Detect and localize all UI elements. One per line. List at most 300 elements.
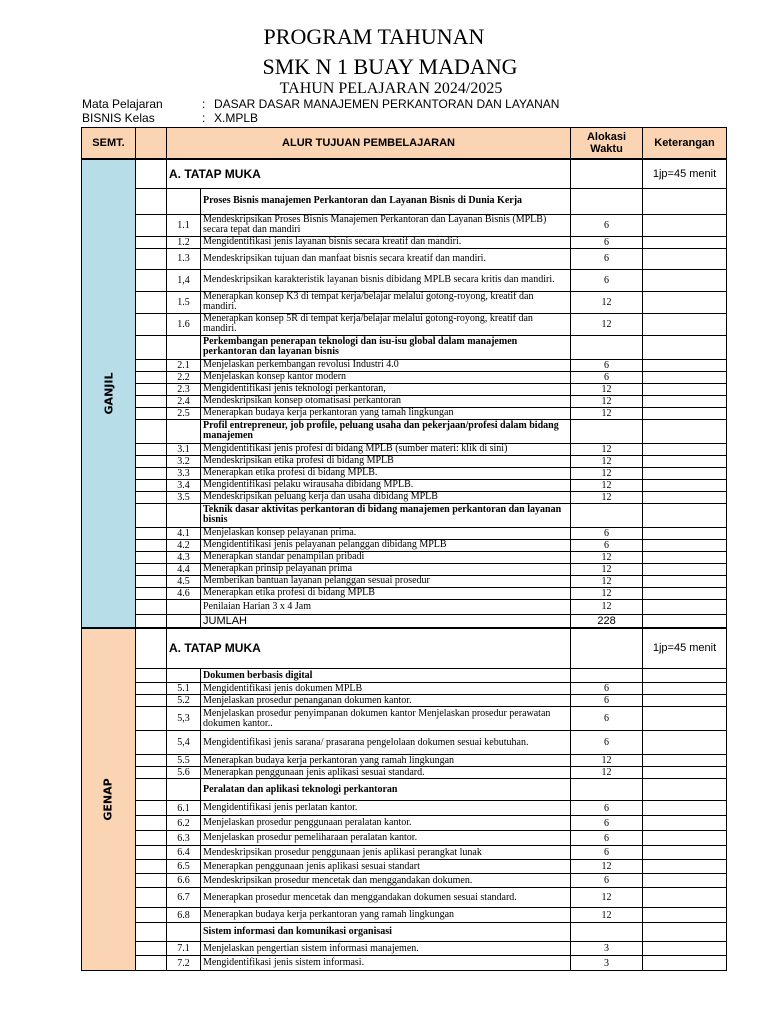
number-cell	[167, 188, 201, 214]
table-row	[82, 831, 727, 846]
academic-year: TAHUN PELAJARAN 2024/2025	[279, 80, 503, 97]
blank-cell	[136, 860, 167, 874]
description-cell: Mendeskripsikan tujuan dan manfaat bisnis secara kreatif dan mandiri.	[201, 248, 571, 269]
note-cell	[643, 683, 727, 695]
blank-cell	[136, 291, 167, 313]
blank-cell	[136, 248, 167, 269]
description-cell: Menjelaskan pengertian sistem informasi manajemen.	[201, 942, 571, 956]
time-cell: 6	[571, 683, 643, 695]
time-cell: 12	[571, 491, 643, 503]
table-row	[82, 313, 727, 335]
blank-cell	[136, 923, 167, 942]
description-cell: Mengidentifikasi jenis perlatan kantor.	[201, 801, 571, 816]
table-row	[82, 467, 727, 479]
note-cell	[643, 874, 727, 888]
table-row	[82, 269, 727, 291]
ganjil-section	[82, 159, 727, 628]
description-cell: Mengidentifikasi jenis pelayanan pelanggan dibidang MPLB	[201, 539, 571, 551]
table-row	[82, 956, 727, 971]
time-cell: 12	[571, 383, 643, 395]
number-cell: 6.4	[167, 846, 201, 860]
table-row	[82, 551, 727, 563]
total-value: 228	[571, 614, 643, 628]
blank-cell	[136, 846, 167, 860]
table-row	[82, 860, 727, 874]
number-cell: 5,4	[167, 731, 201, 755]
program-table	[81, 127, 727, 971]
number-cell: 6.3	[167, 831, 201, 846]
time-cell: 12	[571, 908, 643, 923]
time-cell	[571, 669, 643, 683]
semester-label-genap: GENAP	[101, 778, 115, 821]
number-cell: 1.6	[167, 313, 201, 335]
note-cell	[643, 527, 727, 539]
time-cell: 12	[571, 767, 643, 779]
time-cell	[571, 503, 643, 527]
number-cell: 3.1	[167, 443, 201, 455]
number-cell: 2.3	[167, 383, 201, 395]
description-cell: Mendeskripsikan karakteristik layanan bisnis dibidang MPLB secara kritis dan mandiri.	[201, 269, 571, 291]
time-cell: 12	[571, 455, 643, 467]
description-cell: Mengidentifikasi jenis sistem informasi.	[201, 956, 571, 971]
table-row	[82, 527, 727, 539]
number-cell: 3.5	[167, 491, 201, 503]
subject-value: DASAR DASAR MANAJEMEN PERKANTORAN DAN LAYANAN	[214, 97, 560, 111]
blank-cell	[136, 888, 167, 908]
table-row	[82, 563, 727, 575]
table-row	[82, 383, 727, 395]
number-cell: 6.6	[167, 874, 201, 888]
blank-cell	[136, 407, 167, 419]
number-cell: 2.1	[167, 359, 201, 371]
blank-cell	[136, 683, 167, 695]
note-cell	[643, 269, 727, 291]
table-row	[82, 214, 727, 236]
col-blank	[136, 128, 167, 160]
subheading-row	[82, 779, 727, 801]
note-cell	[643, 383, 727, 395]
subheading-text: Peralatan dan aplikasi teknologi perkantoran	[201, 779, 571, 801]
description-cell: Menerapkan etika profesi di bidang MPLB	[201, 587, 571, 599]
number-cell	[167, 335, 201, 359]
description-cell: Menerapkan budaya kerja perkantoran yang ramah lingkungan	[201, 908, 571, 923]
subheading-row	[82, 923, 727, 942]
subheading-row	[82, 419, 727, 443]
note-cell	[643, 214, 727, 236]
description-cell: Menerapkan budaya kerja perkantoran yang tamah lingkungan	[201, 407, 571, 419]
time-cell: 6	[571, 731, 643, 755]
blank-cell	[136, 599, 167, 614]
description-cell: Mendeskripsikan prosedur mencetak dan menggandakan dokumen.	[201, 874, 571, 888]
description-cell: Menjelaskan prosedur penyimpanan dokumen kantor Menjelaskan prosedur perawatan dokumen kantor..	[201, 707, 571, 731]
number-cell: 4.3	[167, 551, 201, 563]
blank-cell	[136, 159, 167, 188]
table-row	[82, 248, 727, 269]
description-cell: Mengidentifikasi jenis layanan bisnis secara kreatif dan mandiri.	[201, 236, 571, 248]
table-row	[82, 731, 727, 755]
table-row	[82, 359, 727, 371]
time-cell: 6	[571, 527, 643, 539]
time-cell: 6	[571, 846, 643, 860]
table-row	[82, 491, 727, 503]
doc-title: PROGRAM TAHUNAN	[263, 24, 485, 49]
blank-cell	[136, 503, 167, 527]
time-cell: 12	[571, 587, 643, 599]
table-row	[82, 587, 727, 599]
note-cell	[643, 767, 727, 779]
description-cell: Menerapkan prosedur mencetak dan menggandakan dokumen sesuai standard.	[201, 888, 571, 908]
blank-cell	[136, 575, 167, 587]
subheading-text: Perkembangan penerapan teknologi dan isu-isu global dalam manajemen perkantoran dan layanan bisnis	[201, 335, 571, 359]
time-cell: 6	[571, 695, 643, 707]
blank-cell	[136, 628, 167, 669]
number-cell: 1.1	[167, 214, 201, 236]
time-cell: 6	[571, 801, 643, 816]
table-row	[82, 407, 727, 419]
total-row	[82, 614, 727, 628]
number-cell	[167, 503, 201, 527]
description-cell: Menerapkan penggunaan jenis aplikasi sesuai standart	[201, 860, 571, 874]
time-cell	[571, 188, 643, 214]
table-row	[82, 942, 727, 956]
note-cell	[643, 888, 727, 908]
blank-cell	[136, 269, 167, 291]
table-row	[82, 695, 727, 707]
subheading-text: Teknik dasar aktivitas perkantoran di bidang manajemen perkantoran dan layanan bisnis	[201, 503, 571, 527]
note-cell	[643, 407, 727, 419]
subject-line	[82, 97, 559, 111]
blank-cell	[136, 313, 167, 335]
blank-cell	[136, 539, 167, 551]
number-cell: 3.3	[167, 467, 201, 479]
blank-cell	[136, 527, 167, 539]
note-cell	[643, 291, 727, 313]
blank-cell	[136, 491, 167, 503]
number-cell: 5.6	[167, 767, 201, 779]
description-cell: Mendeskripsikan konsep otomatisasi perkantoran	[201, 395, 571, 407]
blank-cell	[136, 395, 167, 407]
number-cell	[167, 419, 201, 443]
note-cell	[643, 599, 727, 614]
number-cell: 6.7	[167, 888, 201, 908]
blank-cell	[136, 563, 167, 575]
note-cell	[643, 248, 727, 269]
blank-cell	[136, 874, 167, 888]
table-row	[82, 575, 727, 587]
school-name: SMK N 1 BUAY MADANG	[262, 54, 518, 79]
blank-cell	[136, 551, 167, 563]
time-cell: 6	[571, 874, 643, 888]
number-cell	[167, 669, 201, 683]
number-cell	[167, 614, 201, 628]
subheading-text: Proses Bisnis manajemen Perkantoran dan Layanan Bisnis di Dunia Kerja	[201, 188, 571, 214]
note-cell	[643, 539, 727, 551]
blank-cell	[136, 695, 167, 707]
semester-label-ganjil: GANJIL	[101, 372, 115, 415]
number-cell: 4.2	[167, 539, 201, 551]
table-row	[82, 455, 727, 467]
number-cell: 4.5	[167, 575, 201, 587]
note-cell	[643, 443, 727, 455]
number-cell: 1.5	[167, 291, 201, 313]
table-row	[82, 888, 727, 908]
note-cell	[643, 503, 727, 527]
number-cell: 6.1	[167, 801, 201, 816]
subheading-row	[82, 335, 727, 359]
table-row	[82, 479, 727, 491]
blank-cell	[136, 214, 167, 236]
note-cell	[643, 359, 727, 371]
col-semester: SEMT.	[82, 128, 136, 160]
blank-cell	[136, 236, 167, 248]
note-cell	[643, 923, 727, 942]
time-cell: 12	[571, 395, 643, 407]
blank-cell	[136, 956, 167, 971]
time-cell: 12	[571, 755, 643, 767]
description-cell: Mendeskripsikan etika profesi di bidang MPLB	[201, 455, 571, 467]
table-row	[82, 874, 727, 888]
time-note: 1jp=45 menit	[643, 628, 727, 669]
description-cell: Mendeskripsikan prosedur penggunaan jenis aplikasi perangkat lunak	[201, 846, 571, 860]
description-cell: Menerapkan prinsip pelayanan prima	[201, 563, 571, 575]
note-cell	[643, 755, 727, 767]
number-cell: 4.6	[167, 587, 201, 599]
blank-cell	[136, 801, 167, 816]
description-cell: Mengidentifikasi jenis teknologi perkantoran,	[201, 383, 571, 395]
class-value: X.MPLB	[214, 111, 259, 125]
time-cell	[571, 779, 643, 801]
number-cell: 2.4	[167, 395, 201, 407]
time-cell: 6	[571, 248, 643, 269]
number-cell: 4.4	[167, 563, 201, 575]
col-notes: Keterangan	[643, 128, 727, 160]
description-cell: Menerapkan standar penampilan pribadi	[201, 551, 571, 563]
note-cell	[643, 614, 727, 628]
blank-cell	[136, 831, 167, 846]
note-cell	[643, 587, 727, 599]
note-cell	[643, 816, 727, 831]
blank-cell	[136, 443, 167, 455]
semester-cell-ganjil	[82, 159, 136, 628]
time-cell: 12	[571, 443, 643, 455]
subject-colon: :	[202, 97, 206, 111]
note-cell	[643, 467, 727, 479]
table-row	[82, 683, 727, 695]
time-cell: 6	[571, 371, 643, 383]
section-title: A. TATAP MUKA	[167, 628, 571, 669]
description-cell: Menjelaskan prosedur penggunaan peralatan kantor.	[201, 816, 571, 831]
note-cell	[643, 236, 727, 248]
col-time-allocation: Alokasi Waktu	[571, 128, 643, 160]
time-cell: 6	[571, 214, 643, 236]
description-cell: Menerapkan konsep 5R di tempat kerja/belajar melalui gotong-royong, kreatif dan mandiri.	[201, 313, 571, 335]
time-cell: 12	[571, 313, 643, 335]
table-row	[82, 236, 727, 248]
number-cell: 4.1	[167, 527, 201, 539]
description-cell: Mengidentifikasi pelaku wirausaha dibidang MPLB.	[201, 479, 571, 491]
table-row	[82, 846, 727, 860]
table-row	[82, 371, 727, 383]
table-row	[82, 291, 727, 313]
number-cell: 3.2	[167, 455, 201, 467]
note-cell	[643, 575, 727, 587]
blank-cell	[136, 467, 167, 479]
number-cell: 6.2	[167, 816, 201, 831]
note-cell	[643, 395, 727, 407]
semester-cell-genap	[82, 628, 136, 971]
blank-cell	[136, 479, 167, 491]
description-cell: Menjelaskan prosedur pemeliharaan peralatan kantor.	[201, 831, 571, 846]
number-cell: 1.3	[167, 248, 201, 269]
time-cell: 12	[571, 860, 643, 874]
number-cell: 6.5	[167, 860, 201, 874]
description-cell: Menerapkan penggunaan jenis aplikasi sesuai standard.	[201, 767, 571, 779]
note-cell	[643, 846, 727, 860]
note-cell	[643, 335, 727, 359]
note-cell	[643, 731, 727, 755]
description-cell: Mengidentifikasi jenis sarana/ prasarana pengelolaan dokumen sesuai kebutuhan.	[201, 731, 571, 755]
blank-cell	[136, 614, 167, 628]
description-cell: Mendeskripsikan Proses Bisnis Manajemen Perkantoran dan Layanan Bisnis (MPLB) secara tepat dan mandiri	[201, 214, 571, 236]
note-cell	[643, 563, 727, 575]
note-cell	[643, 908, 727, 923]
subheading-text: Profil entrepreneur, job profile, peluang usaha dan pekerjaan/profesi dalam bidang manajemen	[201, 419, 571, 443]
blank-cell	[136, 335, 167, 359]
blank-cell	[136, 188, 167, 214]
note-cell	[643, 669, 727, 683]
note-cell	[643, 779, 727, 801]
table-row	[82, 755, 727, 767]
table-row	[82, 908, 727, 923]
number-cell: 5.1	[167, 683, 201, 695]
class-key: BISNIS Kelas	[82, 111, 155, 125]
time-cell: 6	[571, 831, 643, 846]
blank-cell	[136, 359, 167, 371]
total-label: JUMLAH	[201, 614, 571, 628]
blank-cell	[136, 942, 167, 956]
blank-cell	[136, 731, 167, 755]
time-cell: 12	[571, 551, 643, 563]
blank-cell	[136, 371, 167, 383]
number-cell	[167, 779, 201, 801]
subheading-text: Dokumen berbasis digital	[201, 669, 571, 683]
blank-cell	[136, 669, 167, 683]
note-cell	[643, 371, 727, 383]
description-cell: Menjelaskan perkembangan revolusi Industri 4.0	[201, 359, 571, 371]
table-row	[82, 816, 727, 831]
blank-cell	[136, 707, 167, 731]
subheading-row	[82, 669, 727, 683]
col-learning-path: ALUR TUJUAN PEMBELAJARAN	[167, 128, 571, 160]
blank-cell	[136, 455, 167, 467]
note-cell	[643, 860, 727, 874]
blank-cell	[136, 816, 167, 831]
note-cell	[643, 188, 727, 214]
time-cell	[571, 419, 643, 443]
blank-cell	[136, 755, 167, 767]
number-cell	[167, 599, 201, 614]
time-cell: 6	[571, 707, 643, 731]
blank-cell	[136, 767, 167, 779]
table-row	[82, 707, 727, 731]
table-row	[82, 395, 727, 407]
time-cell: 3	[571, 942, 643, 956]
note-cell	[643, 479, 727, 491]
table-row	[82, 767, 727, 779]
time-cell: 6	[571, 816, 643, 831]
description-cell: Memberikan bantuan layanan pelanggan sesuai prosedur	[201, 575, 571, 587]
time-cell: 12	[571, 599, 643, 614]
time-cell: 6	[571, 269, 643, 291]
note-cell	[643, 491, 727, 503]
note-cell	[643, 419, 727, 443]
table-row	[82, 443, 727, 455]
note-cell	[643, 313, 727, 335]
time-cell: 6	[571, 359, 643, 371]
note-cell	[643, 695, 727, 707]
description-cell: Menerapkan konsep K3 di tempat kerja/belajar melalui gotong-royong, kreatif dan mandiri.	[201, 291, 571, 313]
blank-cell	[136, 587, 167, 599]
blank-cell	[136, 908, 167, 923]
note-cell	[643, 707, 727, 731]
subheading-row	[82, 503, 727, 527]
time-cell: 12	[571, 407, 643, 419]
number-cell: 3.4	[167, 479, 201, 491]
subheading-row	[82, 188, 727, 214]
note-cell	[643, 455, 727, 467]
time-cell: 6	[571, 539, 643, 551]
note-cell	[643, 801, 727, 816]
table-row	[82, 599, 727, 614]
table-row	[82, 801, 727, 816]
table-header-row	[82, 128, 727, 160]
time-cell: 12	[571, 479, 643, 491]
description-cell: Mengidentifikasi jenis dokumen MPLB	[201, 683, 571, 695]
number-cell	[167, 923, 201, 942]
description-cell: Menerapkan budaya kerja perkantoran yang ramah lingkungan	[201, 755, 571, 767]
number-cell: 6.8	[167, 908, 201, 923]
time-cell: 12	[571, 563, 643, 575]
time-cell	[571, 923, 643, 942]
note-cell	[643, 831, 727, 846]
description-cell: Mengidentifikasi jenis profesi di bidang MPLB (sumber materi: klik di sini)	[201, 443, 571, 455]
blank-cell	[136, 779, 167, 801]
time-cell: 12	[571, 888, 643, 908]
subject-key: Mata Pelajaran	[82, 97, 163, 111]
description-cell: Menjelaskan konsep pelayanan prima.	[201, 527, 571, 539]
number-cell: 2.2	[167, 371, 201, 383]
time-cell: 6	[571, 236, 643, 248]
number-cell: 7.2	[167, 956, 201, 971]
time-cell: 12	[571, 291, 643, 313]
class-colon: :	[202, 111, 206, 125]
note-cell	[643, 551, 727, 563]
genap-section	[82, 628, 727, 971]
genap-tatap-muka-row	[82, 628, 727, 669]
number-cell: 1,4	[167, 269, 201, 291]
blank-cell	[571, 628, 643, 669]
section-title: A. TATAP MUKA	[167, 159, 571, 188]
description-cell: Menjelaskan konsep kantor modern	[201, 371, 571, 383]
subheading-text: Sistem informasi dan komunikasi organisasi	[201, 923, 571, 942]
number-cell: 5.2	[167, 695, 201, 707]
description-cell: Mendeskripsikan peluang kerja dan usaha dibidang MPLB	[201, 491, 571, 503]
time-cell: 12	[571, 575, 643, 587]
number-cell: 2.5	[167, 407, 201, 419]
description-cell: Menjelaskan prosedur penanganan dokumen kantor.	[201, 695, 571, 707]
time-cell	[571, 335, 643, 359]
note-cell	[643, 942, 727, 956]
